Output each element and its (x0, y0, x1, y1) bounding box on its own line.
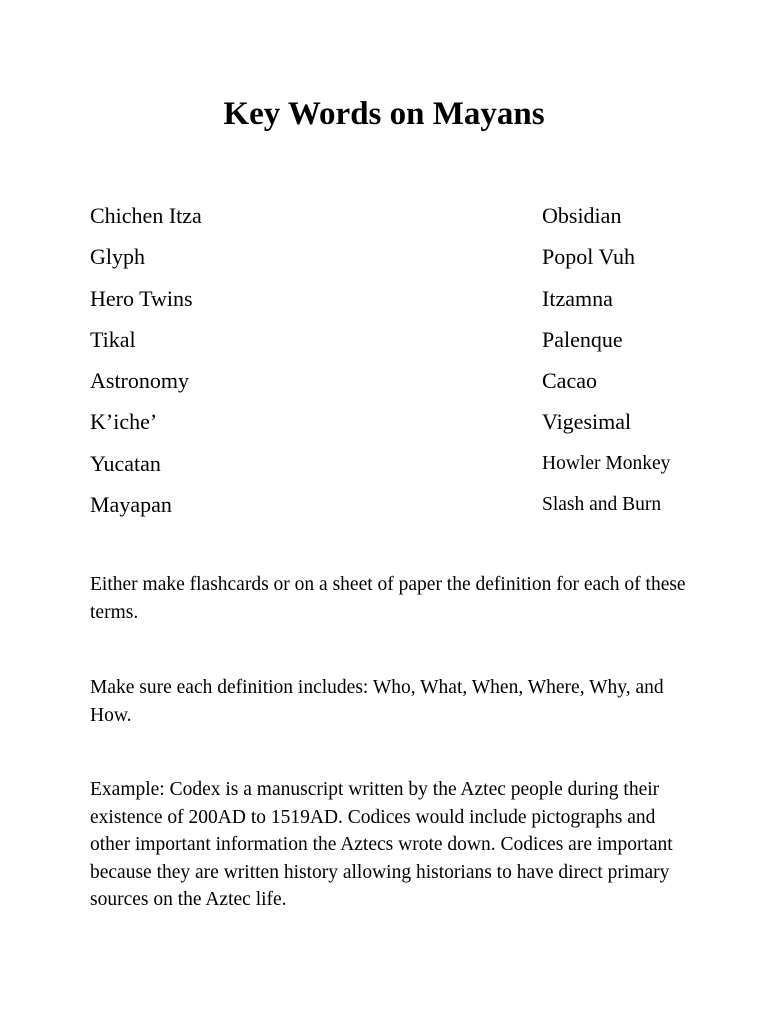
term-item: Tikal (90, 326, 136, 352)
instruction-paragraph: Make sure each definition includes: Who, What, When, Where, Why, and How. (90, 677, 664, 726)
key-terms-list (90, 199, 690, 539)
example-paragraph: Example: Codex is a manuscript written by the Aztec people during their existence of 200AD to 1519AD. Codices would include pictographs and other important information the Aztecs wrote down. Codices are important because they are written history allowing historians to have direct primary sources on the Aztec life. (90, 779, 673, 910)
term-item: Astronomy (90, 368, 189, 394)
term-item: Cacao (542, 368, 597, 394)
term-item: Obsidian (542, 203, 622, 228)
term-item: Mayapan (90, 492, 172, 518)
term-item: Chichen Itza (90, 203, 202, 228)
term-item: Palenque (542, 326, 623, 352)
terms-right-column (542, 199, 670, 529)
term-item: Vigesimal (542, 409, 632, 435)
term-item: Hero Twins (90, 285, 193, 311)
term-item: Yucatan (90, 450, 161, 476)
term-item: Itzamna (542, 285, 613, 311)
instruction-paragraph: Either make flashcards or on a sheet of paper the definition for each of these terms. (90, 574, 686, 623)
terms-left-column (90, 199, 202, 529)
term-item: Popol Vuh (542, 244, 636, 270)
term-item: Howler Monkey (542, 452, 671, 474)
term-item: Glyph (90, 244, 145, 270)
term-item: Slash and Burn (542, 494, 662, 516)
page-title: Key Words on Mayans (223, 96, 545, 132)
term-item: K’iche’ (90, 409, 158, 435)
